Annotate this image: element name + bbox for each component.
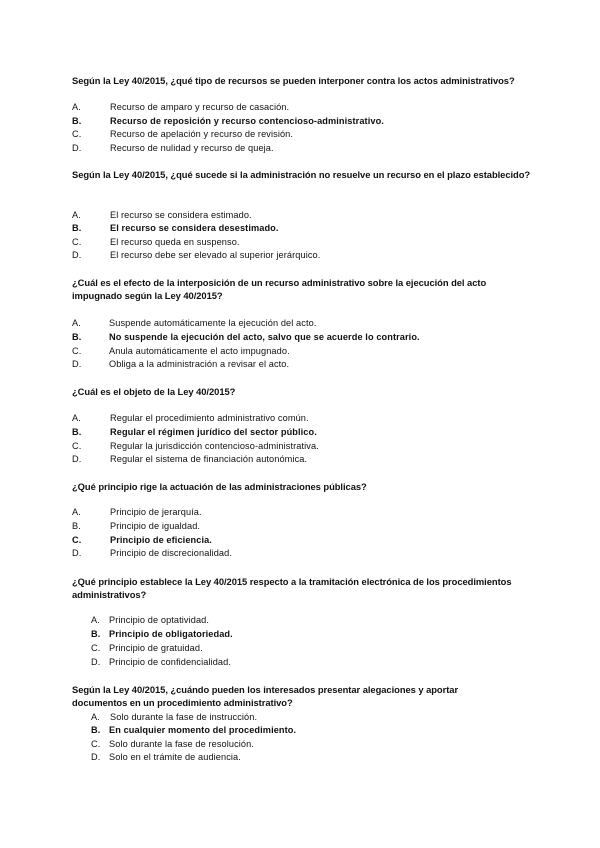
option-letter: A. bbox=[72, 413, 81, 423]
option-text: Solo durante la fase de instrucción. bbox=[110, 712, 258, 722]
option-text: Recurso de reposición y recurso contencioso-administrativo. bbox=[110, 116, 384, 126]
option-letter: B. bbox=[72, 521, 81, 531]
option-text: Principio de eficiencia. bbox=[110, 535, 212, 545]
option-text: Regular la jurisdicción contencioso-administrativa. bbox=[110, 441, 319, 451]
option-text: Principio de gratuidad. bbox=[109, 643, 203, 653]
option-text: Solo en el trámite de audiencia. bbox=[109, 752, 241, 762]
option-text: Regular el procedimiento administrativo común. bbox=[110, 413, 309, 423]
option-text: No suspende la ejecución del acto, salvo que se acuerde lo contrario. bbox=[109, 332, 420, 342]
option-letter: D. bbox=[72, 454, 82, 464]
option-letter: C. bbox=[72, 535, 82, 545]
option-letter: D. bbox=[91, 752, 101, 762]
option-letter: C. bbox=[72, 237, 82, 247]
option-text: Regular el régimen jurídico del sector público. bbox=[110, 427, 317, 437]
question-6: ¿Qué principio establece la Ley 40/2015 respecto a la tramitación electrónica de los procedimientos administrativos? bbox=[72, 576, 512, 600]
question-5: ¿Qué principio rige la actuación de las administraciones públicas? bbox=[72, 481, 367, 492]
option-letter: B. bbox=[72, 332, 82, 342]
option-letter: D. bbox=[72, 548, 82, 558]
option-letter: B. bbox=[72, 427, 82, 437]
option-letter: B. bbox=[72, 116, 82, 126]
option-text: Principio de igualdad. bbox=[110, 521, 201, 531]
question-4: ¿Cuál es el objeto de la Ley 40/2015? bbox=[72, 386, 236, 397]
option-letter: A. bbox=[72, 210, 81, 220]
option-letter: D. bbox=[72, 250, 82, 260]
option-text: Recurso de apelación y recurso de revisión. bbox=[110, 129, 294, 139]
option-letter: B. bbox=[91, 629, 101, 639]
option-text: En cualquier momento del procedimiento. bbox=[109, 725, 297, 735]
option-letter: D. bbox=[91, 657, 101, 667]
option-letter: A. bbox=[72, 318, 81, 328]
question-2: Según la Ley 40/2015, ¿qué sucede si la administración no resuelve un recurso en el plazo establecido? bbox=[72, 169, 531, 180]
option-text: Principio de optatividad. bbox=[109, 615, 210, 625]
option-text: Solo durante la fase de resolución. bbox=[109, 739, 254, 749]
option-text: Suspende automáticamente la ejecución del acto. bbox=[109, 318, 317, 328]
option-letter: C. bbox=[91, 643, 101, 653]
option-letter: C. bbox=[72, 441, 82, 451]
option-text: El recurso se considera estimado. bbox=[110, 210, 252, 220]
option-letter: A. bbox=[91, 712, 100, 722]
option-letter: C. bbox=[91, 739, 101, 749]
option-text: Principio de jerarquía. bbox=[110, 507, 202, 517]
option-letter: C. bbox=[72, 346, 82, 356]
option-text: El recurso queda en suspenso. bbox=[110, 237, 240, 247]
option-letter: B. bbox=[72, 223, 82, 233]
question-1: Según la Ley 40/2015, ¿qué tipo de recursos se pueden interponer contra los actos administrativos? bbox=[72, 75, 515, 86]
option-text: El recurso debe ser elevado al superior jerárquico. bbox=[110, 250, 321, 260]
option-text: Recurso de nulidad y recurso de queja. bbox=[110, 143, 274, 153]
question-7: Según la Ley 40/2015, ¿cuándo pueden los interesados presentar alegaciones y aportar documentos en un procedimiento administrativo? bbox=[72, 684, 459, 708]
option-text: El recurso se considera desestimado. bbox=[110, 223, 279, 233]
option-text: Principio de confidencialidad. bbox=[109, 657, 232, 667]
option-letter: B. bbox=[91, 725, 101, 735]
option-text: Regular el sistema de financiación autonómica. bbox=[110, 454, 308, 464]
option-letter: D. bbox=[72, 143, 82, 153]
option-letter: C. bbox=[72, 129, 82, 139]
option-text: Recurso de amparo y recurso de casación. bbox=[110, 102, 290, 112]
option-text: Principio de obligatoriedad. bbox=[109, 629, 233, 639]
option-letter: D. bbox=[72, 359, 82, 369]
question-3: ¿Cuál es el efecto de la interposición de un recurso administrativo sobre la ejecución del acto impugnado según la Ley 40/2015? bbox=[72, 277, 487, 301]
option-letter: A. bbox=[91, 615, 100, 625]
option-letter: A. bbox=[72, 102, 81, 112]
option-text: Anula automáticamente el acto impugnado. bbox=[109, 346, 290, 356]
option-letter: A. bbox=[72, 507, 81, 517]
option-text: Principio de discrecionalidad. bbox=[110, 548, 232, 558]
option-text: Obliga a la administración a revisar el acto. bbox=[109, 359, 290, 369]
